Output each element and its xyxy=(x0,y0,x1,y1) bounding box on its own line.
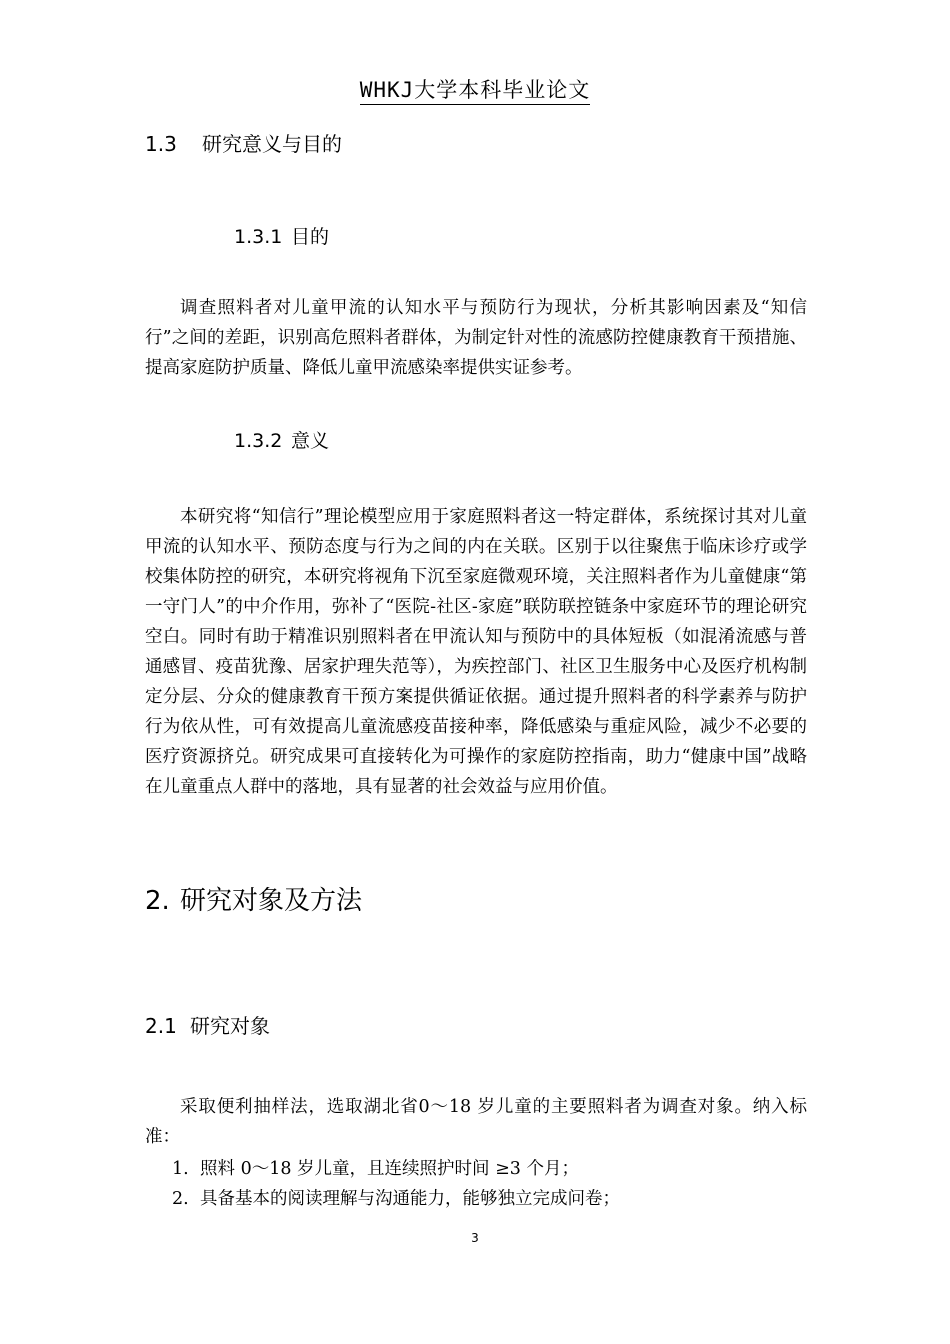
section-number: 2. xyxy=(145,886,170,916)
section-number: 1.3.2 xyxy=(234,430,283,452)
section-title: 研究意义与目的 xyxy=(202,132,342,156)
section-title: 研究对象及方法 xyxy=(180,886,363,916)
significance-paragraph: 本研究将“知信行”理论模型应用于家庭照料者这一特定群体，系统探讨其对儿童甲流的认知水平、预防态度与行为之间的内在关联。区别于以往聚焦于临床诊疗或学校集体防控的研究，本研究将视角下沉至家庭微观环境，关注照料者作为儿童健康“第一守门人”的中介作用，弥补了“医院-社区-家庭”联防联控链条中家庭环节的理论研究空白。同时有助于精准识别照料者在甲流认知与预防中的具体短板（如混淆流感与普通感冒、疫苗犹豫、居家护理失范等），为疾控部门、社区卫生服务中心及医疗机构制定分层、分众的健康教育干预方案提供循证依据。通过提升照料者的科学素养与防护行为依从性，可有效提高儿童流感疫苗接种率，降低感染与重症风险，减少不必要的医疗资源挤兑。研究成果可直接转化为可操作的家庭防控指南，助力“健康中国”战略在儿童重点人群中的落地，具有显著的社会效益与应用价值。 xyxy=(145,507,807,797)
running-header xyxy=(0,74,950,104)
list-item-text: 具备基本的阅读理解与沟通能力，能够独立完成问卷； xyxy=(200,1189,620,1209)
section-2-heading xyxy=(145,880,362,917)
subjects-paragraph: 采取便利抽样法，选取湖北省0～18 岁儿童的主要照料者为调查对象。纳入标准： xyxy=(145,1097,807,1147)
section-title: 意义 xyxy=(291,430,330,452)
section-1-3-1-heading xyxy=(234,222,329,249)
section-1-3-2-heading xyxy=(234,426,329,453)
section-2-1-heading xyxy=(145,1010,270,1039)
section-number: 1.3 xyxy=(145,132,177,156)
list-marker: 2. xyxy=(172,1189,189,1209)
list-item-text: 照料 0～18 岁儿童，且连续照护时间 ≥3 个月； xyxy=(200,1159,579,1179)
section-number: 2.1 xyxy=(145,1014,177,1038)
section-1-3-heading xyxy=(145,128,342,157)
section-title: 研究对象 xyxy=(190,1014,270,1038)
purpose-paragraph: 调查照料者对儿童甲流的认知水平与预防行为现状，分析其影响因素及“知信行”之间的差距，识别高危照料者群体，为制定针对性的流感防控健康教育干预措施、提高家庭防护质量、降低儿童甲流感染率提供实证参考。 xyxy=(145,298,807,378)
criteria-item-2 xyxy=(172,1185,620,1210)
header-title: WHKJ大学本科毕业论文 xyxy=(360,78,591,105)
criteria-item-1 xyxy=(172,1155,579,1180)
section-number: 1.3.1 xyxy=(234,226,283,248)
list-marker: 1. xyxy=(172,1159,189,1179)
page-number: 3 xyxy=(471,1231,479,1245)
section-title: 目的 xyxy=(291,226,330,248)
